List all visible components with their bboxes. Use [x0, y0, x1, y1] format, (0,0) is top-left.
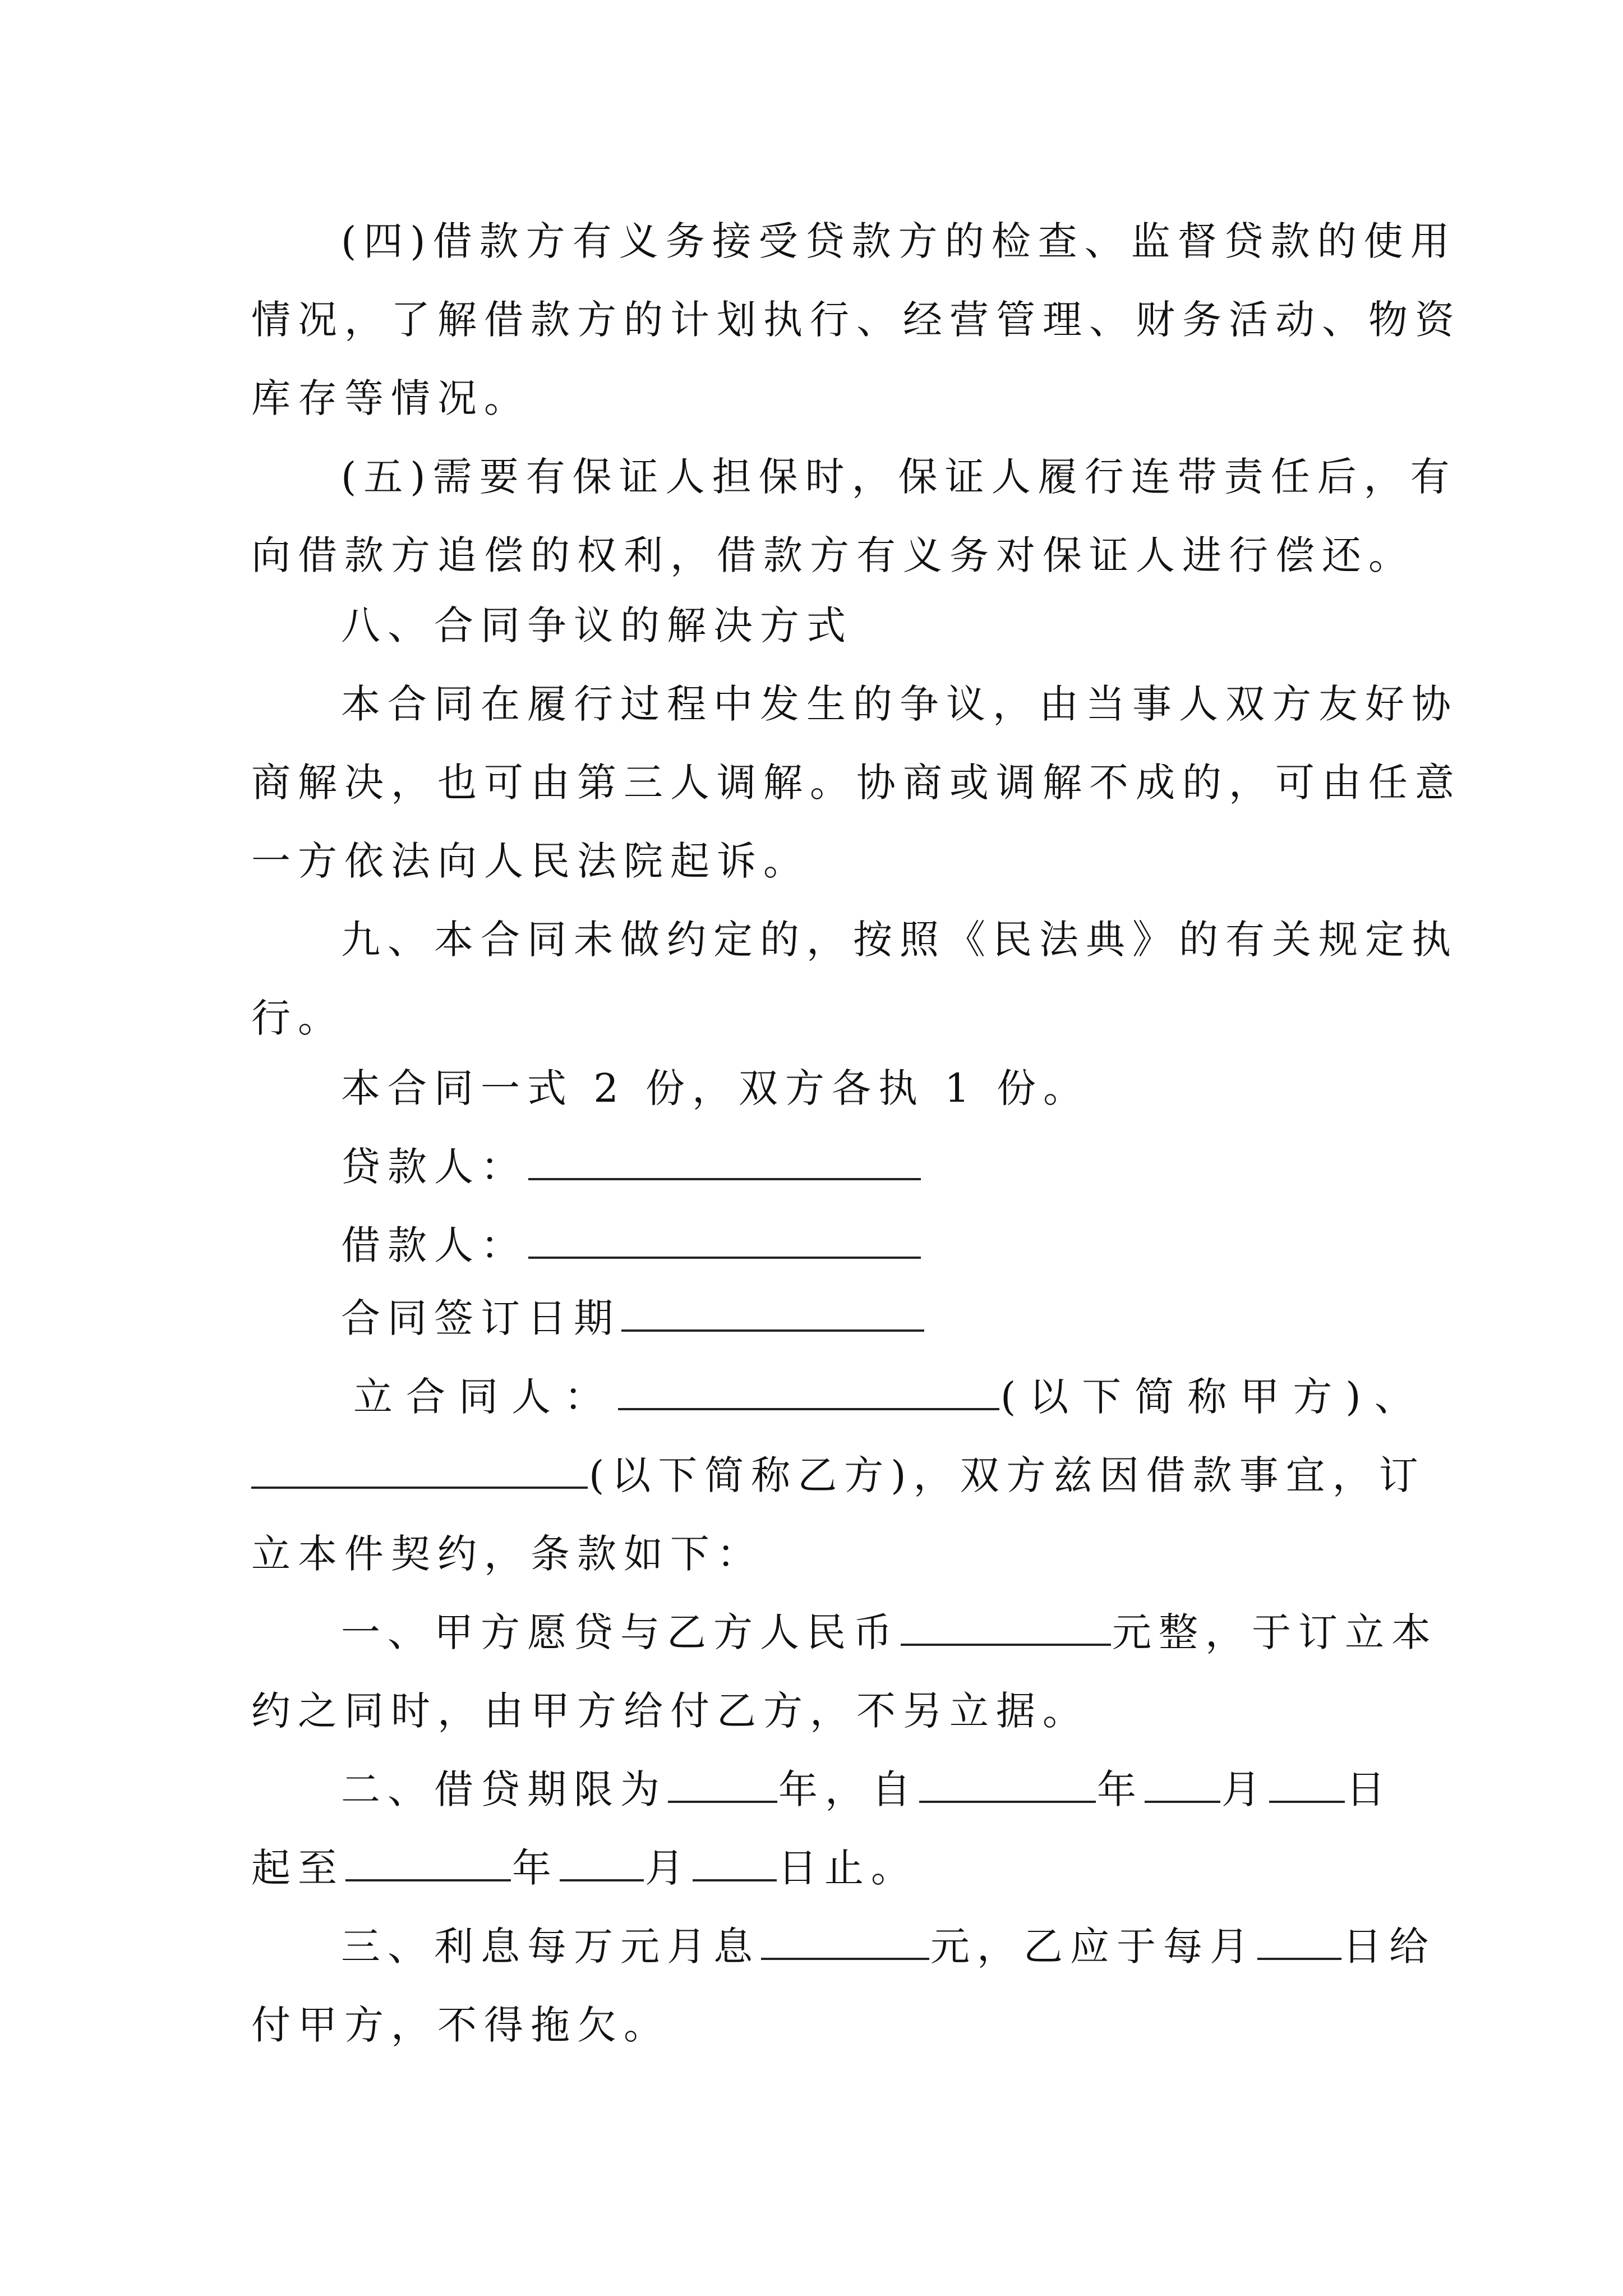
- paragraph-line: 九、本合同未做约定的，按照《民法典》的有关规定执: [341, 917, 1458, 963]
- lender-label: 贷款人：: [341, 1144, 527, 1190]
- sign-date-line: [341, 1290, 925, 1346]
- paragraph-line: 行。: [251, 995, 344, 1041]
- paragraph-line: 一方依法向人民法院起诉。: [251, 838, 810, 884]
- start-year-blank[interactable]: [919, 1766, 1096, 1803]
- paragraph-line: (五)需要有保证人担保时，保证人履行连带责任后，有: [341, 454, 1457, 500]
- section-heading: 八、合同争议的解决方式: [341, 602, 853, 648]
- paragraph-line: 约之同时，由甲方给付乙方，不另立据。: [251, 1688, 1089, 1734]
- parties-line-2: [251, 1447, 1426, 1503]
- party-b-text: (以下简称乙方)，双方兹因借款事宜，订: [589, 1452, 1426, 1498]
- paragraph-line: 立本件契约，条款如下：: [251, 1531, 763, 1577]
- party-b-blank[interactable]: [251, 1452, 588, 1489]
- paragraph-line: 库存等情况。: [251, 375, 531, 421]
- start-month-blank[interactable]: [1145, 1766, 1220, 1803]
- borrower-signature-line: [341, 1217, 922, 1273]
- paragraph-line: 情况，了解借款方的计划执行、经营管理、财务活动、物资: [251, 297, 1461, 343]
- lender-blank[interactable]: [528, 1143, 921, 1180]
- paragraph-line: 商解决，也可由第三人调解。协商或调解不成的，可由任意: [251, 760, 1461, 806]
- party-a-text: (以下简称甲方)、: [1000, 1374, 1427, 1420]
- clause3-text-c: 日给: [1343, 1924, 1436, 1970]
- clause1-text-a: 一、甲方愿贷与乙方人民币: [341, 1609, 900, 1655]
- clause2-line-2: [251, 1840, 917, 1896]
- paragraph-line: 本合同一式 2 份，双方各执 1 份。: [341, 1065, 1090, 1111]
- clause1-line: [341, 1604, 1438, 1660]
- parties-line: [353, 1369, 1427, 1425]
- end-year-blank[interactable]: [345, 1844, 511, 1881]
- clause2-text-d: 月: [1221, 1766, 1268, 1812]
- lender-signature-line: [341, 1139, 922, 1195]
- clause2-line2-text-b: 年: [512, 1845, 559, 1891]
- clause3-text-a: 三、利息每万元月息: [341, 1924, 760, 1970]
- amount-blank[interactable]: [901, 1609, 1111, 1646]
- clause2-line2-text-a: 起至: [251, 1845, 344, 1891]
- paragraph-line: 向借款方追偿的权利，借款方有义务对保证人进行偿还。: [251, 532, 1415, 578]
- sign-date-label: 合同签订日期: [341, 1295, 620, 1341]
- payment-day-blank[interactable]: [1257, 1923, 1341, 1960]
- party-a-blank[interactable]: [618, 1373, 999, 1410]
- clause2-line2-text-d: 日止。: [778, 1845, 917, 1891]
- clause2-line: [341, 1761, 1393, 1818]
- interest-blank[interactable]: [761, 1923, 929, 1960]
- end-month-blank[interactable]: [560, 1844, 644, 1881]
- clause1-text-b: 元整，于订立本: [1112, 1609, 1438, 1655]
- clause2-line2-text-c: 月: [645, 1845, 691, 1891]
- sign-date-blank[interactable]: [621, 1295, 924, 1332]
- paragraph-line: (四)借款方有义务接受贷款方的检查、监督贷款的使用: [341, 218, 1457, 264]
- clause2-text-a: 二、借贷期限为: [341, 1766, 667, 1812]
- clause3-text-b: 元，乙应于每月: [930, 1924, 1256, 1970]
- term-years-blank[interactable]: [668, 1766, 777, 1803]
- paragraph-line: 本合同在履行过程中发生的争议，由当事人双方友好协: [341, 681, 1458, 727]
- clause2-text-e: 日: [1346, 1766, 1393, 1812]
- parties-label: 立合同人：: [353, 1374, 617, 1420]
- clause2-text-c: 年: [1097, 1766, 1144, 1812]
- clause2-text-b: 年，自: [778, 1766, 918, 1812]
- clause3-line: [341, 1918, 1436, 1975]
- borrower-blank[interactable]: [528, 1222, 921, 1259]
- end-day-blank[interactable]: [693, 1844, 777, 1881]
- paragraph-line: 付甲方，不得拖欠。: [251, 2002, 670, 2048]
- borrower-label: 借款人：: [341, 1222, 527, 1268]
- start-day-blank[interactable]: [1269, 1766, 1345, 1803]
